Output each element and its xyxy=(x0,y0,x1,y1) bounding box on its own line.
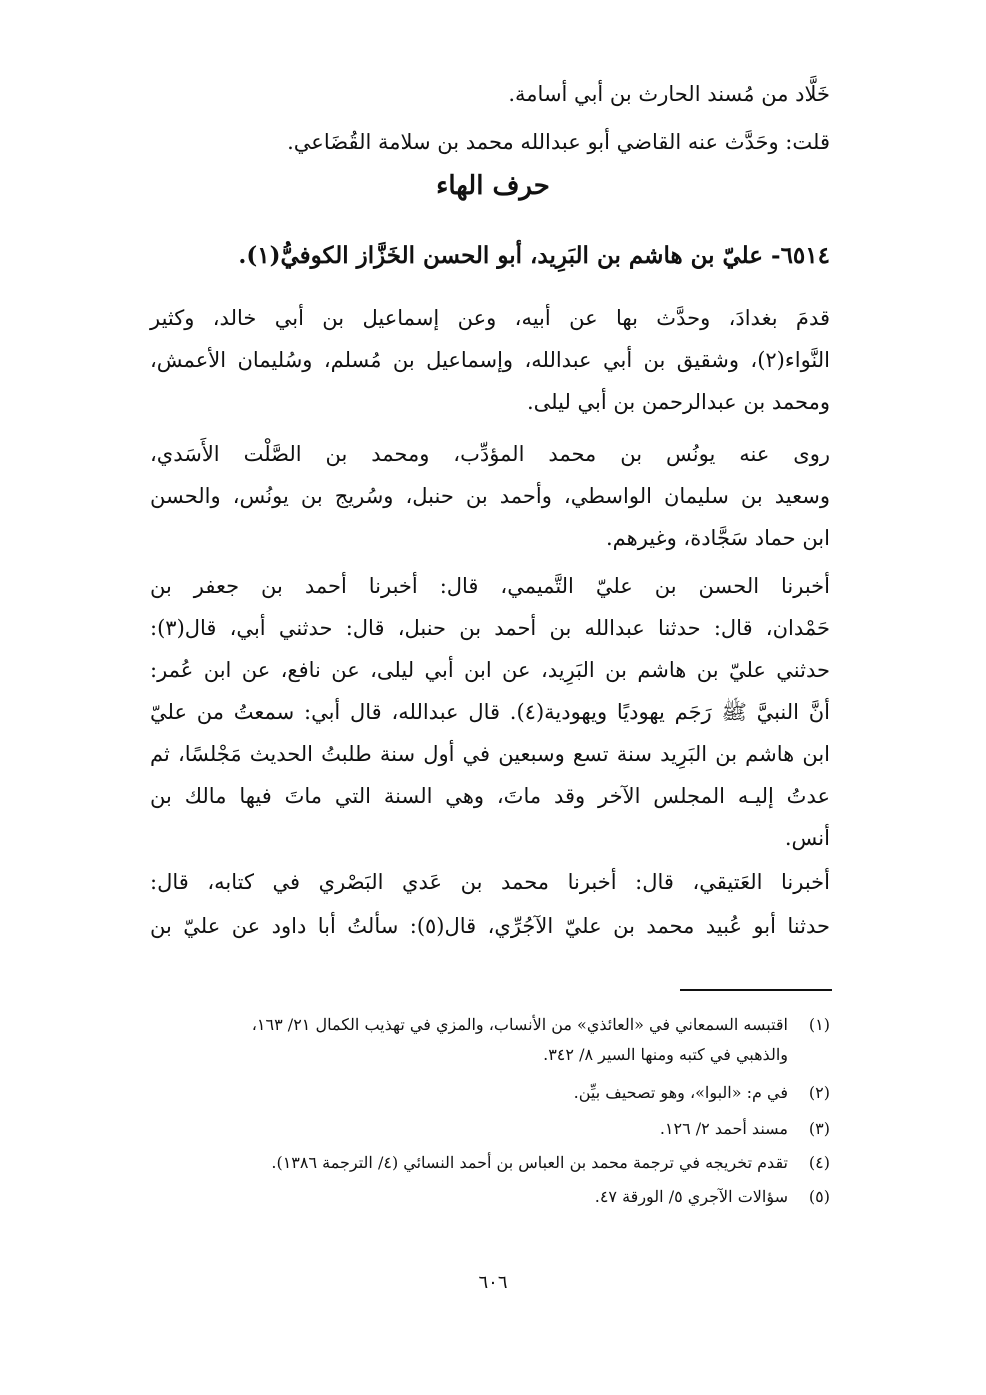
footnote-text: في م: «البوا»، وهو تصحيف بيِّن. xyxy=(573,1083,788,1102)
footnote-number: (٢) xyxy=(808,1083,830,1102)
paragraph-line: ابن حماد سَجَّادة، وغيرهم. xyxy=(605,526,830,550)
footnote-separator xyxy=(680,989,832,991)
footnote xyxy=(140,1042,830,1068)
footnote-text: مسند أحمد ٢/ ١٢٦. xyxy=(659,1119,788,1138)
paragraph-line: عدتُ إليـه المجلس الآخر وقد ماتَ، وهي السنة التي ماتَ فيها مالك بن xyxy=(150,784,830,808)
paragraph-line: النَّواء(٢)، وشقيق بن أبي عبدالله، وإسماعيل بن مُسلم، وسُليمان الأعمش، xyxy=(150,348,830,372)
footnote-number: (٤) xyxy=(808,1153,830,1172)
footnote-text: سؤالات الآجري ٥/ الورقة ٤٧. xyxy=(594,1187,788,1206)
footnote xyxy=(140,1012,830,1038)
footnote-number: (٥) xyxy=(808,1187,830,1206)
footnote xyxy=(140,1080,830,1106)
paragraph-line: حَمْدان، قال: حدثنا عبدالله بن أحمد بن حنبل، قال: حدثني أبي، قال(٣): xyxy=(150,616,830,640)
paragraph-line: روى عنه يونُس بن محمد المؤدِّب، ومحمد بن الصَّلْت الأَسَدي، xyxy=(150,442,830,466)
paragraph-line: أنَّ النبيَّ ﷺ رَجَم يهوديًا ويهودية(٤). قال عبدالله، قال أبي: سمعتُ من عليّ xyxy=(150,700,831,724)
text-line: خَلَّاد من مُسند الحارث بن أبي أسامة. xyxy=(508,82,830,106)
section-title: حرف الهاء xyxy=(436,171,550,201)
paragraph-line: ابن هاشم بن البَرِيد سنة تسع وسبعين في أول سنة طلبتُ الحديث مَجْلسًا، ثم xyxy=(150,742,830,766)
page-number: ٦٠٦ xyxy=(478,1272,508,1293)
paragraph-line: حدثنا أبو عُبيد محمد بن عليّ الآجُرِّي، قال(٥): سألتُ أبا داود عن عليّ بن xyxy=(150,914,830,938)
paragraph-line: أنس. xyxy=(784,826,830,850)
footnote-number: (١) xyxy=(808,1015,830,1034)
paragraph-line: وسعيد بن سليمان الواسطي، وأحمد بن حنبل، وسُريج بن يونُس، والحسن xyxy=(150,484,830,508)
paragraph-line: أخبرنا الحسن بن عليّ التَّميمي، قال: أخبرنا أحمد بن جعفر بن xyxy=(150,574,830,598)
footnote xyxy=(140,1184,830,1210)
footnote-text: تقدم تخريجه في ترجمة محمد بن العباس بن أحمد النسائي (٤/ الترجمة ١٣٨٦). xyxy=(271,1153,788,1172)
paragraph-line: ومحمد بن عبدالرحمن بن أبي ليلى. xyxy=(526,390,830,414)
footnote-number: (٣) xyxy=(808,1119,830,1138)
paragraph-line: أخبرنا العَتيقي، قال: أخبرنا محمد بن عَدي البَصْري في كتابه، قال: xyxy=(150,870,830,894)
text-line: قلت: وحَدَّث عنه القاضي أبو عبدالله محمد بن سلامة القُضَاعي. xyxy=(287,130,830,154)
footnote-text: اقتبسه السمعاني في «العائذي» من الأنساب، والمزي في تهذيب الكمال ٢١/ ١٦٣، xyxy=(251,1015,788,1034)
footnote xyxy=(140,1150,830,1176)
footnote xyxy=(140,1116,830,1142)
footnote-text: والذهبي في كتبه ومنها السير ٨/ ٣٤٢. xyxy=(543,1045,788,1064)
paragraph-line: قدمَ بغدادَ، وحدَّث بها عن أبيه، وعن إسماعيل بن أبي خالد، وكثير xyxy=(150,306,830,330)
paragraph-line: حدثني عليّ بن هاشم بن البَرِيد، عن ابن أبي ليلى، عن نافع، عن ابن عُمر: xyxy=(150,658,830,682)
entry-heading: ٦٥١٤- عليّ بن هاشم بن البَرِيد، أبو الحسن الخَزَّاز الكوفيُّ(١). xyxy=(238,242,830,269)
